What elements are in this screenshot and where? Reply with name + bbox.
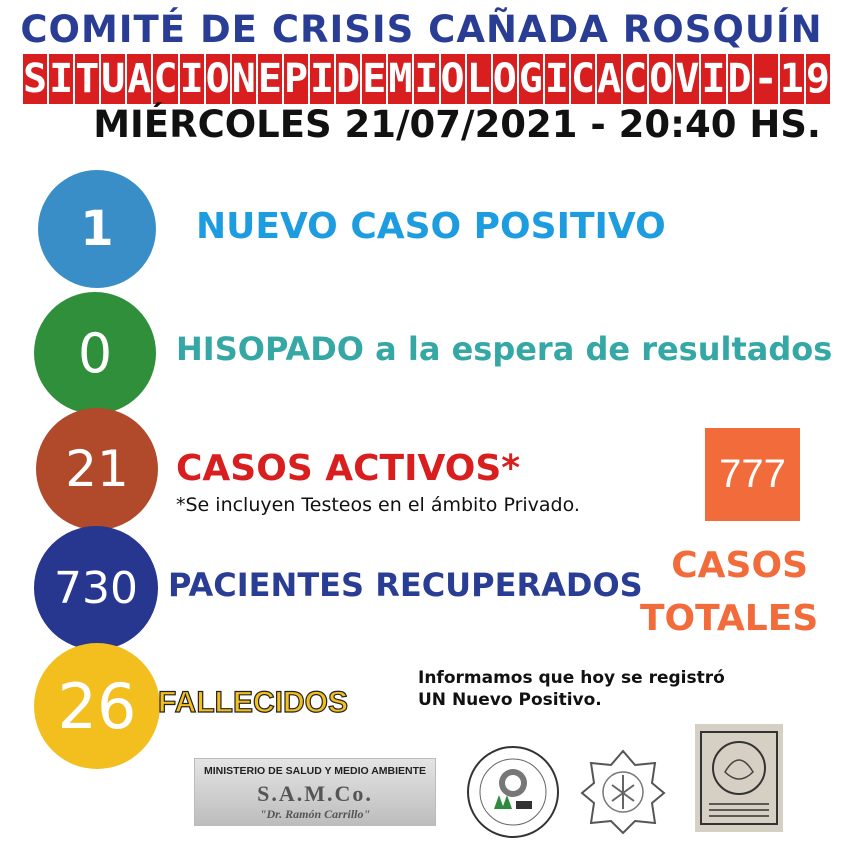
banner-letter: D	[727, 56, 752, 102]
samco-doctor: "Dr. Ramón Carrillo"	[259, 807, 371, 821]
new-cases-label: NUEVO CASO POSITIVO	[196, 206, 666, 247]
banner-letter: A	[597, 56, 622, 102]
active-cases-label: CASOS ACTIVOS*	[176, 448, 521, 489]
banner-letter: I	[701, 56, 726, 102]
banner-letter: E	[362, 56, 387, 102]
banner-letter: 9	[805, 56, 830, 102]
banner-letter: O	[492, 56, 517, 102]
banner-letter: E	[257, 56, 282, 102]
banner-letter: P	[283, 56, 309, 102]
deceased-circle: 26	[34, 643, 160, 769]
total-cases-box: 777	[705, 428, 800, 521]
comuna-seal-icon	[466, 745, 560, 839]
report-date: MIÉRCOLES 21/07/2021 - 20:40 HS.	[93, 103, 821, 146]
page-title: COMITÉ DE CRISIS CAÑADA ROSQUÍN	[20, 8, 823, 51]
banner-letter: 1	[779, 56, 804, 102]
banner-letter: I	[544, 56, 569, 102]
banner-letter: G	[518, 56, 543, 102]
banner-letter: I	[414, 56, 439, 102]
banner-letter: V	[675, 56, 700, 102]
banner-letter: U	[101, 56, 126, 102]
banner-letter: I	[49, 56, 74, 102]
banner-letter: I	[179, 56, 204, 102]
pending-swabs-circle: 0	[34, 292, 156, 414]
banner-letter: C	[623, 56, 648, 102]
banner-letter: O	[649, 56, 674, 102]
samco-name: S.A.M.Co.	[257, 781, 373, 806]
banner-letter: O	[440, 56, 465, 102]
active-cases-note: *Se incluyen Testeos en el ámbito Privado.	[176, 494, 580, 516]
total-cases-label-1: CASOS	[671, 545, 808, 586]
info-line-1: Informamos que hoy se registró	[418, 668, 725, 688]
banner-letter: L	[466, 56, 491, 102]
total-cases-label-2: TOTALES	[640, 598, 819, 639]
recovered-label: PACIENTES RECUPERADOS	[168, 566, 643, 604]
deceased-label: FALLECIDOS	[158, 686, 349, 719]
info-message	[418, 667, 725, 711]
banner-letter: -	[753, 56, 778, 102]
ministry-stamp-icon	[695, 724, 783, 832]
banner-letter: T	[75, 56, 100, 102]
banner-letter: C	[153, 56, 178, 102]
banner-letter: M	[388, 56, 413, 102]
firefighters-emblem-icon	[580, 745, 666, 835]
banner-letter: O	[205, 56, 230, 102]
pending-swabs-label: HISOPADO a la espera de resultados	[176, 330, 833, 368]
banner-letter: D	[336, 56, 361, 102]
ministry-name: MINISTERIO DE SALUD Y MEDIO AMBIENTE	[203, 765, 427, 777]
new-cases-circle: 1	[38, 170, 156, 288]
banner-letter: C	[570, 56, 596, 102]
banner-letter: I	[310, 56, 335, 102]
active-cases-circle: 21	[36, 408, 158, 530]
recovered-circle: 730	[34, 526, 158, 650]
info-line-2: UN Nuevo Positivo.	[418, 690, 602, 710]
banner-letter: S	[23, 56, 48, 102]
subtitle-banner	[22, 54, 830, 104]
banner-letter: N	[231, 56, 256, 102]
ministry-plate	[194, 758, 436, 826]
banner-letter: A	[127, 56, 152, 102]
